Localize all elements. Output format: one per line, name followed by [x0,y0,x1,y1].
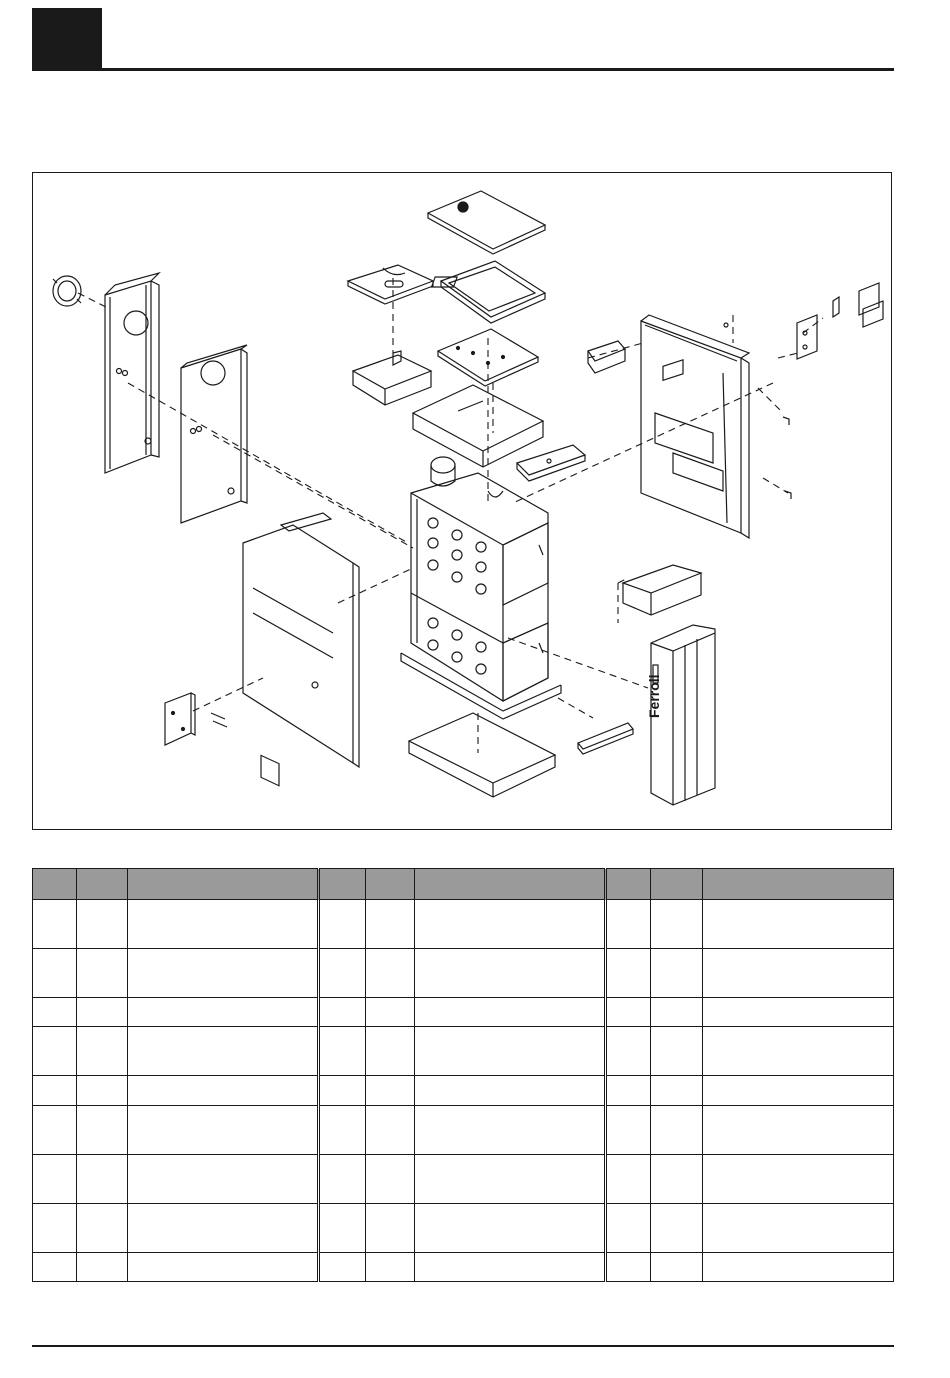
table-cell [33,1203,77,1252]
table-cell [651,900,703,949]
table-cell [703,1027,894,1076]
table-row [33,949,894,998]
table-cell [366,900,415,949]
top-cover [428,191,545,254]
door-brand-label: Ferroli [646,674,662,718]
col-header [319,869,366,900]
footer-rule [32,1345,894,1347]
table-cell [651,1203,703,1252]
col-header [703,869,894,900]
insulation-lid [348,265,433,304]
table-cell [415,1076,606,1105]
table-cell [33,1154,77,1203]
table-cell [128,1105,319,1154]
table-cell [128,1027,319,1076]
parts-table-header [33,869,894,900]
table-cell [415,1154,606,1203]
table-cell [319,949,366,998]
table-cell [128,1154,319,1203]
table-cell [77,1105,128,1154]
table-cell [651,1105,703,1154]
table-cell [128,949,319,998]
col-header [415,869,606,900]
table-cell [366,1154,415,1203]
table-cell [33,1076,77,1105]
table-cell [77,900,128,949]
table-cell [319,1203,366,1252]
table-cell [415,1252,606,1281]
table-cell [33,1252,77,1281]
table-cell [33,900,77,949]
table-row [33,1076,894,1105]
parts-table-body [33,900,894,1282]
table-cell [366,1076,415,1105]
table-cell [319,1252,366,1281]
table-cell [703,1105,894,1154]
table-cell [77,1203,128,1252]
header-tab-block [32,8,102,70]
table-cell [77,998,128,1027]
section-openings [428,518,486,674]
table-row [33,1203,894,1252]
fixing-pins [724,323,791,499]
table-cell [415,1027,606,1076]
table-cell [366,1203,415,1252]
table-cell [319,1105,366,1154]
rear-insulation-panel [181,345,247,523]
table-cell [366,1027,415,1076]
screw-pair [211,713,227,727]
table-cell [606,1252,651,1281]
table-cell [606,1027,651,1076]
table-cell [77,1252,128,1281]
rear-panel-frame [105,273,159,473]
table-cell [366,1252,415,1281]
boiler-exploded-drawing [33,173,891,829]
table-cell [33,949,77,998]
header-rule [32,68,894,71]
table-cell [415,949,606,998]
table-cell [703,1203,894,1252]
bottom-rail [578,723,633,754]
insulation-block-small [353,351,431,405]
table-cell [703,900,894,949]
col-header [128,869,319,900]
table-cell [703,1076,894,1105]
table-cell [319,900,366,949]
table-cell [651,1076,703,1105]
table-cell [703,998,894,1027]
table-cell [128,1252,319,1281]
inspection-cover [165,693,195,745]
table-cell [33,1027,77,1076]
table-cell [77,1076,128,1105]
table-row [33,1105,894,1154]
table-cell [77,1027,128,1076]
table-cell [651,1027,703,1076]
table-cell [703,1252,894,1281]
table-cell [415,1105,606,1154]
table-cell [606,998,651,1027]
table-row [33,900,894,949]
table-cell [319,1076,366,1105]
table-cell [366,998,415,1027]
table-cell [415,1203,606,1252]
exploded-view-diagram [32,172,892,830]
table-cell [651,1154,703,1203]
bottom-insulation-plate [409,713,555,797]
front-side-panel [243,513,359,786]
table-cell [128,1203,319,1252]
table-row [33,1154,894,1203]
right-side-panel [641,315,749,538]
table-cell [703,1154,894,1203]
boiler-heat-exchanger [401,457,561,719]
table-cell [415,900,606,949]
table-cell [703,949,894,998]
table-cell [606,949,651,998]
table-cell [319,1154,366,1203]
table-cell [33,998,77,1027]
table-cell [651,949,703,998]
table-cell [606,1076,651,1105]
top-frame-tray [432,261,545,323]
table-cell [128,1076,319,1105]
col-header [606,869,651,900]
table-row [33,1027,894,1076]
table-cell [606,900,651,949]
control-panel-unit [623,360,701,615]
table-cell [366,1105,415,1154]
table-cell [415,998,606,1027]
table-cell [77,949,128,998]
table-cell [319,1027,366,1076]
col-header [651,869,703,900]
front-door-panel [646,625,715,805]
table-row [33,998,894,1027]
table-row [33,1252,894,1281]
table-cell [366,949,415,998]
table-cell [651,1252,703,1281]
table-cell [651,998,703,1027]
table-cell [606,1154,651,1203]
table-cell [128,998,319,1027]
col-header [366,869,415,900]
flue-gasket [53,276,81,306]
col-header [77,869,128,900]
hinge-bracket [797,283,883,359]
table-cell [606,1203,651,1252]
table-cell [606,1105,651,1154]
table-cell [33,1105,77,1154]
table-cell [128,900,319,949]
rail-bracket [517,445,585,481]
table-cell [319,998,366,1027]
table-cell [77,1154,128,1203]
col-header [33,869,77,900]
parts-table [32,868,894,1282]
insulation-block-large [413,385,543,467]
